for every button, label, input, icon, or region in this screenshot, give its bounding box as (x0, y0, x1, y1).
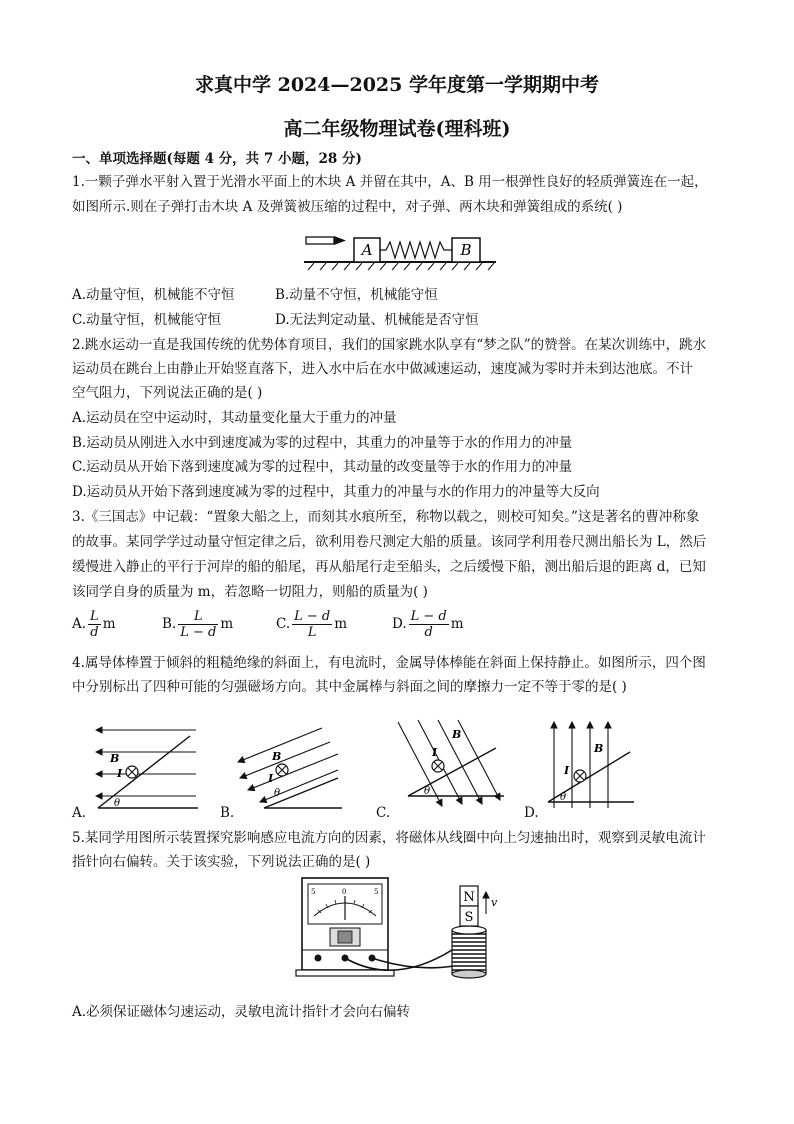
denominator: L − d (180, 625, 217, 640)
spring (380, 242, 452, 258)
q4-option-b[interactable]: B. (220, 805, 235, 821)
q2-option-b[interactable]: B.运动员从刚进入水中到速度减为零的过程中，其重力的冲量等于水的作用力的冲量 (72, 435, 573, 451)
q3-option-a[interactable] (72, 609, 116, 640)
q5-option-a[interactable]: A.必须保证磁体匀速运动，灵敏电流计指针才会向右偏转 (72, 1004, 411, 1020)
unit: m (450, 616, 464, 632)
numerator: L (90, 609, 99, 624)
current-label: I (117, 767, 123, 780)
q1-option-b[interactable]: B.动量不守恒，机械能守恒 (275, 287, 438, 303)
galvanometer-icon (296, 878, 394, 976)
q3-option-d-fraction (409, 609, 449, 640)
exam-subtitle: 高二年级物理试卷(理科班) (283, 118, 511, 140)
north-label: N (463, 890, 475, 905)
field-lines (238, 728, 338, 802)
q3-option-d-prefix: D. (392, 616, 407, 632)
field-label: B (110, 752, 120, 765)
q4-figure-c (396, 718, 506, 812)
south-label: S (464, 910, 474, 925)
denominator: d (90, 625, 99, 640)
block-a-label: A (361, 241, 373, 259)
q4-figure-b (234, 722, 344, 812)
scale-right-label: 5 (374, 888, 379, 896)
magnet-icon (460, 886, 478, 926)
section-heading: 一、单项选择题(每题 4 分，共 7 小题，28 分) (72, 151, 362, 167)
q3-stem-line4: 该同学自身的质量为 m，若忽略一切阻力，则船的质量为( ) (72, 584, 428, 600)
q3-option-c-prefix: C. (276, 616, 291, 632)
q3-stem-line3: 缓慢进入静止的平行于河岸的船的船尾，再从船尾行走至船头，之后缓慢下船，测出船后退的距离 d，已知 (72, 559, 706, 575)
q3-option-b-prefix: B. (162, 616, 177, 632)
q2-option-d[interactable]: D.运动员从开始下落到速度减为零的过程中，其重力的冲量与水的作用力的冲量等大反向 (72, 484, 600, 500)
block-b-label: B (460, 241, 472, 259)
q2-stem-line1: 2.跳水运动一直是我国传统的优势体育项目，我们的国家跳水队享有“梦之队”的赞誉。在某次训练中，跳水 (72, 337, 707, 353)
field-label: B (594, 742, 604, 755)
q5-figure (294, 876, 534, 986)
denominator: d (424, 625, 433, 640)
q3-option-b[interactable] (162, 609, 233, 640)
incline (98, 736, 190, 808)
unit: m (102, 616, 116, 632)
angle-label: θ (274, 788, 281, 799)
field-label: B (272, 750, 282, 763)
q4-stem-line1: 4.属导体棒置于倾斜的粗糙绝缘的斜面上，有电流时，金属导体棒能在斜面上保持静止。如图所示，四个图 (72, 655, 706, 671)
q4-figure-a (92, 722, 202, 812)
numerator: L − d (410, 609, 447, 624)
unit: m (220, 616, 234, 632)
q4-option-c[interactable]: C. (376, 805, 391, 821)
scale-zero-label: 0 (342, 888, 347, 896)
q3-option-a-fraction (88, 609, 101, 640)
q2-option-c[interactable]: C.运动员从开始下落到速度减为零的过程中，其动量的改变量等于水的作用力的冲量 (72, 459, 573, 475)
angle-label: θ (114, 798, 121, 809)
denominator: L (307, 625, 317, 640)
q4-figure-d (544, 718, 640, 812)
q2-option-a[interactable]: A.运动员在空中运动时，其动量变化量大于重力的冲量 (72, 410, 397, 426)
angle-label: θ (424, 786, 431, 797)
velocity-label: v (491, 896, 498, 909)
q1-option-a[interactable]: A.动量守恒，机械能不守恒 (72, 287, 235, 303)
numerator: L (178, 609, 218, 625)
q3-stem-line1: 3.《三国志》中记载：“置象大船之上，而刻其水痕所至，称物以载之，则校可知矣。”这是著名的曹冲称象 (72, 509, 700, 525)
q3-option-c-fraction (292, 609, 332, 640)
q3-option-a-prefix: A. (72, 616, 87, 632)
q2-stem-line3: 空气阻力，下列说法正确的是( ) (72, 385, 263, 401)
exam-title: 求真中学 2024—2025 学年度第一学期期中考 (195, 74, 599, 96)
q1-option-c[interactable]: C.动量守恒，机械能守恒 (72, 312, 222, 328)
bullet-icon (306, 236, 346, 245)
q5-stem-line1: 5.某同学用图所示装置探究影响感应电流方向的因素，将磁体从线圈中向上匀速抽出时，观察到灵敏电流计 (72, 830, 706, 846)
q3-stem-line2: 的故事。某同学学过动量守恒定律之后，欲利用卷尺测定大船的质量。该同学利用卷尺测出船长为 L，然后 (72, 534, 707, 550)
angle-label: θ (560, 792, 567, 803)
coil-icon (452, 926, 486, 978)
unit: m (334, 616, 348, 632)
ground-hatch (308, 263, 494, 270)
q1-option-d[interactable]: D.无法判定动量、机械能是否守恒 (275, 312, 479, 328)
numerator: L − d (294, 609, 331, 624)
incline (408, 748, 496, 796)
q3-option-c[interactable] (276, 609, 347, 640)
current-label: I (432, 746, 438, 759)
current-label: I (268, 772, 274, 785)
q3-option-d[interactable] (392, 609, 464, 640)
q5-stem-line2: 指针向右偏转。关于该实验，下列说法正确的是( ) (72, 854, 371, 870)
current-label: I (564, 764, 570, 777)
field-label: B (452, 728, 462, 741)
q3-option-b-fraction (178, 609, 218, 640)
q2-stem-line2: 运动员在跳台上由静止开始竖直落下，进入水中后在水中做减速运动，速度减为零时并未到达池底。不计 (72, 361, 693, 377)
q4-stem-line2: 中分别标出了四种可能的匀强磁场方向。其中金属棒与斜面之间的摩擦力一定不等于零的是( ) (72, 679, 627, 695)
scale-left-label: 5 (311, 888, 316, 896)
q1-stem-line1: 1.一颗子弹水平射入置于光滑水平面上的木块 A 并留在其中，A、B 用一根弹性良好的轻质弹簧连在一起， (72, 174, 708, 190)
q4-option-d[interactable]: D. (524, 805, 539, 821)
q1-stem-line2: 如图所示.则在子弹打击木块 A 及弹簧被压缩的过程中，对子弹、两木块和弹簧组成的系统( ) (72, 199, 623, 215)
q1-figure (300, 228, 500, 274)
terminal-left (315, 955, 322, 962)
q4-option-a[interactable]: A. (72, 805, 87, 821)
